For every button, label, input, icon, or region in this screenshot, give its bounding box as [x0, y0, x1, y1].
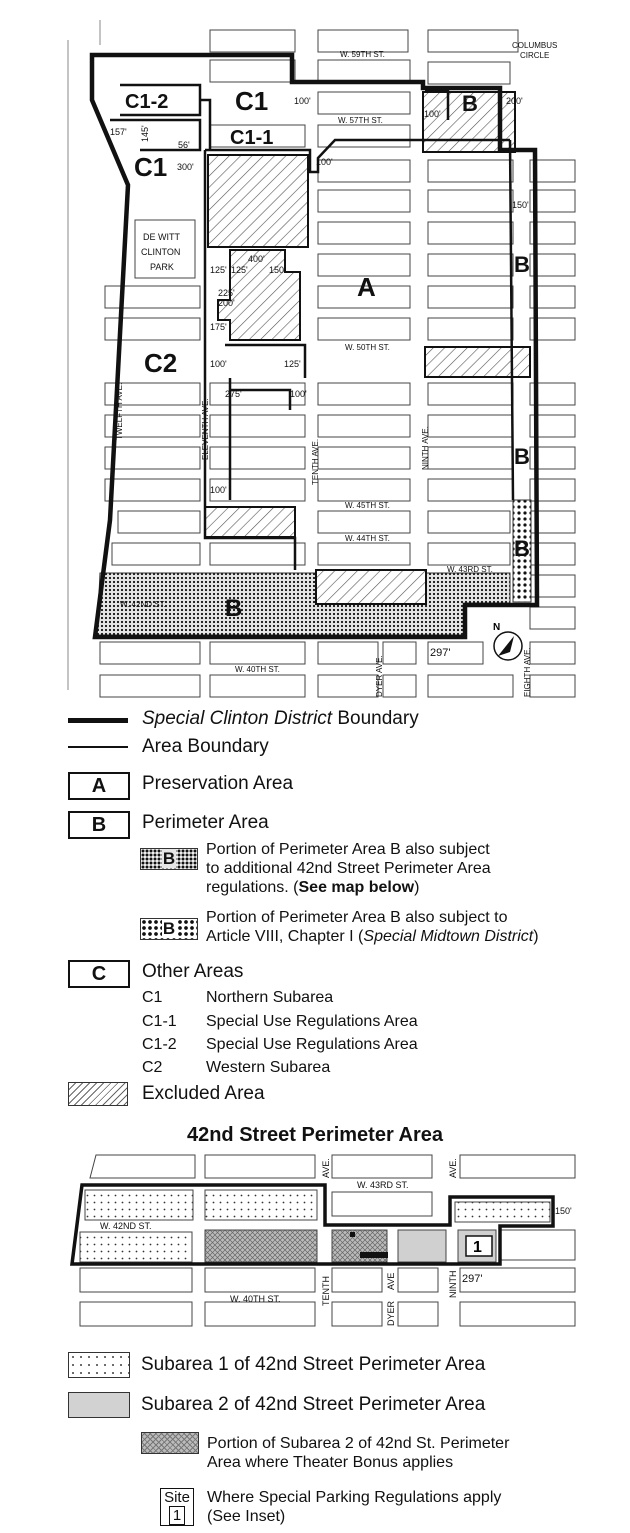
dim-400: 400' — [248, 254, 265, 264]
dim-175: 175' — [210, 322, 227, 332]
avenue-ninth: NINTH AVE. — [421, 426, 430, 470]
district-boundary-swatch — [68, 718, 128, 723]
subarea1-block-4 — [455, 1202, 550, 1222]
dim-100-a: 100' — [294, 96, 311, 106]
area-boundary-swatch — [68, 746, 128, 748]
dim-125-c: 125' — [284, 359, 301, 369]
dim-56: 56' — [178, 140, 190, 150]
avenue-tenth: TENTH AVE. — [311, 438, 320, 485]
dim-200: 200' — [506, 96, 523, 106]
place-circle: CIRCLE — [520, 51, 550, 60]
legend-b-midtown-text: Portion of Perimeter Area B also subject to Article VIII, Chapter I (Special Midtown District) — [206, 909, 539, 945]
svg-text:N: N — [493, 622, 501, 633]
park-name-3: PARK — [150, 262, 174, 272]
area-b-label-east2: B — [514, 444, 530, 469]
dim-300: 300' — [177, 162, 194, 172]
subarea2-block-1 — [398, 1230, 446, 1262]
dim-100-b: 100' — [424, 109, 441, 119]
legend-district-italic: Special Clinton District — [142, 708, 333, 729]
site-1-number: 1 — [473, 1239, 482, 1256]
legend-site-icon: Site 1 — [160, 1488, 194, 1526]
dim-100-e: 100' — [290, 389, 307, 399]
subarea-row-2: C1-2 Special Use Regulations Area — [142, 1036, 418, 1053]
bottom-street-w40: W. 40TH ST. — [230, 1294, 281, 1304]
area-c1-1-label: C1-1 — [230, 127, 274, 149]
avenue-eighth: EIGHTH AVE. — [523, 647, 532, 697]
theater-bonus-block-1 — [205, 1230, 317, 1262]
avenue-dyer: DYER AVE. — [375, 655, 384, 697]
bottom-dim-297: 297' — [462, 1273, 483, 1285]
dim-225: 225' — [218, 288, 235, 298]
area-c2-label: C2 — [144, 348, 178, 378]
subarea-row-0: C1 Northern Subarea — [142, 989, 334, 1006]
subarea-row-3: C2 Western Subarea — [142, 1059, 331, 1076]
legend-theater-text: Portion of Subarea 2 of 42nd St. Perimeter Area where Theater Bonus applies — [207, 1435, 510, 1471]
legend-b-label: Perimeter Area — [142, 812, 269, 833]
bottom-street-w43: W. 43RD ST. — [357, 1180, 409, 1190]
bottom-ave-ninth: NINTH — [448, 1270, 458, 1298]
area-b-label-east1: B — [514, 252, 530, 277]
legend-a-box: A — [68, 772, 130, 800]
area-b-label-north: B — [462, 91, 478, 116]
legend-sub2-label: Subarea 2 of 42nd Street Perimeter Area — [141, 1394, 486, 1415]
subarea1-block-1 — [85, 1190, 193, 1220]
dim-100-f: 100' — [210, 485, 227, 495]
park-name-2: CLINTON — [141, 247, 181, 257]
dim-100-c: 100' — [316, 157, 333, 167]
perimeter-42nd-map — [0, 1150, 630, 1350]
legend-c-label: Other Areas — [142, 961, 244, 982]
dim-125-b: 125' — [231, 265, 248, 275]
subarea1-block-2 — [205, 1190, 317, 1220]
street-w44: W. 44TH ST. — [345, 534, 390, 543]
dim-200-b: 200' — [218, 298, 235, 308]
legend-excluded-swatch — [68, 1082, 128, 1106]
dim-125-a: 125' — [210, 265, 227, 275]
dim-157: 157' — [110, 127, 127, 137]
legend-area-boundary: Area Boundary — [142, 736, 269, 757]
dim-150-a: 150' — [512, 200, 529, 210]
legend-parking-text: Where Special Parking Regulations apply (See Inset) — [207, 1489, 502, 1525]
dim-297: 297' — [430, 647, 451, 659]
perimeter-map-title: 42nd Street Perimeter Area — [186, 1124, 444, 1146]
area-b-label-east3: B — [514, 536, 530, 561]
dim-145: 145' — [140, 125, 150, 142]
legend-sub1-label: Subarea 1 of 42nd Street Perimeter Area — [141, 1354, 486, 1375]
area-c1-2-label: C1-2 — [125, 91, 169, 113]
legend-b-dense-text: Portion of Perimeter Area B also subject to additional 42nd Street Perimeter Area regulations. (See map below) — [206, 841, 491, 896]
north-arrow-icon — [493, 622, 522, 660]
legend-sub2-swatch — [68, 1392, 130, 1418]
bottom-street-w42: W. 42ND ST. — [100, 1221, 152, 1231]
dim-275: 275' — [225, 389, 242, 399]
legend-c-box: C — [68, 960, 130, 988]
area-a-label: A — [357, 272, 376, 302]
park-name-1: DE WITT — [143, 232, 180, 242]
avenue-eleventh: ELEVENTH AVE. — [201, 398, 210, 460]
bottom-ave-dyer: DYER — [386, 1300, 396, 1326]
street-w40: W. 40TH ST. — [235, 665, 280, 674]
legend-b-box: B — [68, 811, 130, 839]
street-w57: W. 57TH ST. — [338, 116, 383, 125]
legend-a-label: Preservation Area — [142, 773, 294, 794]
legend-b-dense-swatch: B — [140, 848, 198, 870]
street-w43: W. 43RD ST. — [447, 565, 493, 574]
bottom-ave-tenth-top: AVE. — [321, 1158, 331, 1178]
avenue-twelfth: TWELFTH AVE. — [115, 382, 124, 440]
subarea-row-1: C1-1 Special Use Regulations Area — [142, 1013, 418, 1030]
legend-b-midtown-swatch: B — [140, 918, 198, 940]
place-columbus: COLUMBUS — [512, 41, 558, 50]
legend-excluded-label: Excluded Area — [142, 1083, 265, 1104]
legend-theater-swatch — [141, 1432, 199, 1454]
area-c1-label: C1 — [235, 86, 269, 116]
street-w59: W. 59TH ST. — [340, 50, 385, 59]
area-b-label-south: B — [225, 595, 243, 622]
street-w42: W. 42ND ST. — [120, 600, 166, 609]
street-w50: W. 50TH ST. — [345, 343, 390, 352]
street-w45: W. 45TH ST. — [345, 501, 390, 510]
subarea1-block-3 — [80, 1232, 192, 1262]
bottom-ave-mid: AVE — [386, 1272, 396, 1290]
dim-150-b: 150' — [269, 265, 286, 275]
clinton-district-map — [0, 0, 630, 700]
bottom-dim-150: 150' — [555, 1206, 572, 1216]
bottom-ave-tenth: TENTH — [321, 1276, 331, 1306]
legend-sub1-swatch — [68, 1352, 130, 1378]
bottom-ave-ninth-top: AVE. — [448, 1158, 458, 1178]
dim-100-d: 100' — [210, 359, 227, 369]
legend-district-rest: Boundary — [337, 708, 419, 729]
area-c1-label-2: C1 — [134, 152, 168, 182]
